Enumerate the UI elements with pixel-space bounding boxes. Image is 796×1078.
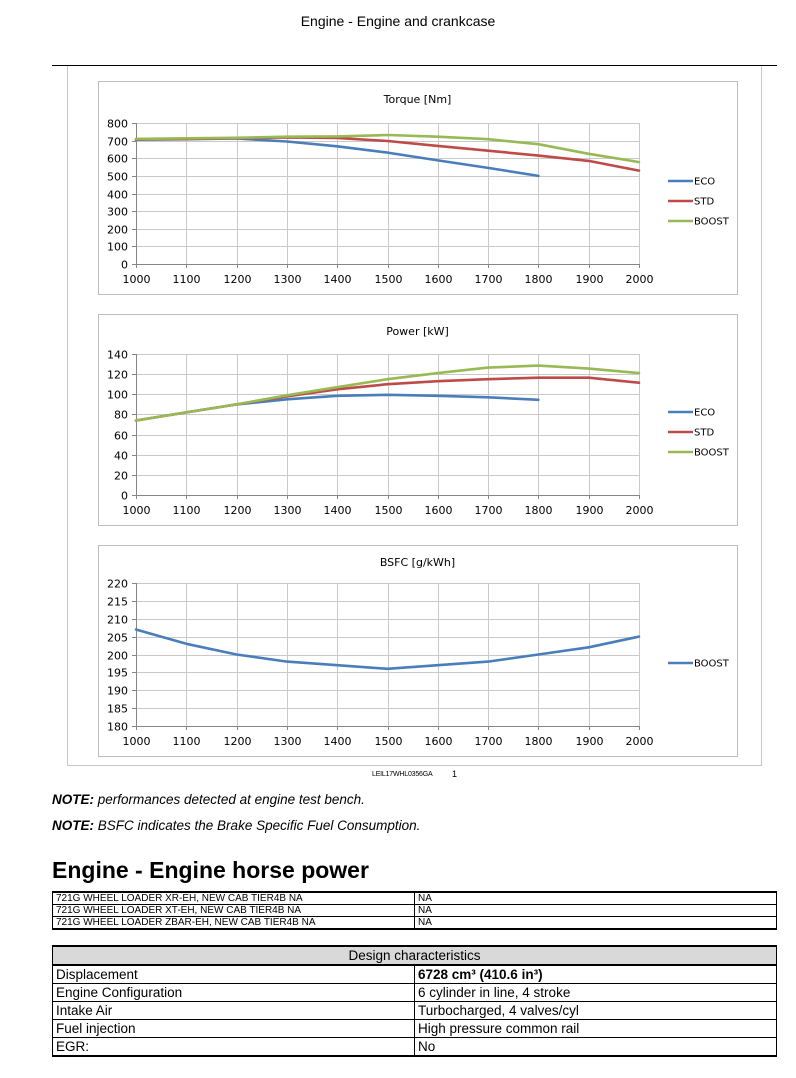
page-header: Engine - Engine and crankcase xyxy=(300,13,496,29)
x-tick-label: 1900 xyxy=(575,273,604,286)
x-tick-label: 1400 xyxy=(323,504,352,517)
y-tick-label: 80 xyxy=(114,408,128,422)
table-row xyxy=(53,917,777,930)
x-tick-label: 1500 xyxy=(374,735,403,748)
y-tick-label: 200 xyxy=(107,649,128,663)
legend-label-eco: ECO xyxy=(694,176,716,188)
y-tick-label: 100 xyxy=(107,388,128,402)
x-tick-label: 1100 xyxy=(172,504,201,517)
x-tick-label: 1300 xyxy=(273,735,302,748)
table-row xyxy=(53,1002,777,1020)
model-value: NA xyxy=(415,892,777,905)
legend-label-std: STD xyxy=(694,196,715,208)
y-tick-label: 500 xyxy=(107,170,128,184)
table-row xyxy=(53,1038,777,1057)
chart-area xyxy=(99,315,738,526)
legend-label-boost: BOOST xyxy=(694,447,729,459)
y-tick-label: 190 xyxy=(107,684,128,698)
x-tick-label: 1900 xyxy=(575,735,604,748)
y-tick-label: 220 xyxy=(107,577,128,591)
x-tick-label: 1200 xyxy=(223,504,252,517)
legend-label-boost: BOOST xyxy=(694,216,729,228)
design-label: Displacement xyxy=(53,965,415,984)
x-tick-label: 1700 xyxy=(474,273,503,286)
x-tick-label: 1500 xyxy=(374,504,403,517)
chart-title: Torque [Nm] xyxy=(383,93,452,106)
design-value: No xyxy=(415,1038,777,1057)
table-header-row xyxy=(53,946,777,965)
x-tick-label: 1700 xyxy=(474,504,503,517)
y-tick-label: 40 xyxy=(114,449,128,463)
y-tick-label: 400 xyxy=(107,188,128,202)
x-tick-label: 1700 xyxy=(474,735,503,748)
table-row xyxy=(53,892,777,905)
design-heading: Design characteristics xyxy=(53,946,777,965)
model-value: NA xyxy=(415,917,777,930)
y-tick-label: 195 xyxy=(107,666,128,680)
legend-label-boost: BOOST xyxy=(694,658,729,670)
model-name: 721G WHEEL LOADER ZBAR-EH, NEW CAB TIER4B NA xyxy=(53,917,415,930)
note-text: performances detected at engine test bench. xyxy=(94,792,365,807)
x-tick-label: 1800 xyxy=(524,504,553,517)
design-value: Turbocharged, 4 valves/cyl xyxy=(415,1002,777,1020)
x-tick-label: 1300 xyxy=(273,273,302,286)
y-tick-label: 185 xyxy=(107,702,128,716)
model-name: 721G WHEEL LOADER XR-EH, NEW CAB TIER4B NA xyxy=(53,892,415,905)
y-tick-label: 200 xyxy=(107,223,128,237)
design-table xyxy=(52,945,777,1057)
table-row xyxy=(53,965,777,984)
model-value: NA xyxy=(415,905,777,917)
y-tick-label: 600 xyxy=(107,152,128,166)
x-tick-label: 1200 xyxy=(223,273,252,286)
x-tick-label: 1400 xyxy=(323,273,352,286)
y-tick-label: 210 xyxy=(107,613,128,627)
design-value: 6728 cm³ (410.6 in³) xyxy=(415,965,777,984)
x-tick-label: 1600 xyxy=(424,504,453,517)
y-tick-label: 0 xyxy=(121,258,128,272)
x-tick-label: 1500 xyxy=(374,273,403,286)
x-tick-label: 1600 xyxy=(424,273,453,286)
x-tick-label: 1100 xyxy=(172,273,201,286)
y-tick-label: 300 xyxy=(107,205,128,219)
design-label: EGR: xyxy=(53,1038,415,1057)
design-label: Intake Air xyxy=(53,1002,415,1020)
y-tick-label: 215 xyxy=(107,595,128,609)
models-table xyxy=(52,891,777,930)
x-tick-label: 1600 xyxy=(424,735,453,748)
table-row xyxy=(53,1020,777,1038)
x-tick-label: 1100 xyxy=(172,735,201,748)
y-tick-label: 140 xyxy=(107,348,128,362)
table-row xyxy=(53,984,777,1002)
x-tick-label: 1300 xyxy=(273,504,302,517)
y-tick-label: 100 xyxy=(107,240,128,254)
design-value: 6 cylinder in line, 4 stroke xyxy=(415,984,777,1002)
y-tick-label: 700 xyxy=(107,135,128,149)
figure-id: LEIL17WHL0356GA xyxy=(372,771,433,778)
section-title: Engine - Engine horse power xyxy=(52,857,369,883)
bsfc-chart xyxy=(98,545,738,757)
legend-label-eco: ECO xyxy=(694,407,716,419)
design-label: Fuel injection xyxy=(53,1020,415,1038)
y-tick-label: 180 xyxy=(107,720,128,734)
x-tick-label: 2000 xyxy=(625,504,654,517)
x-tick-label: 1200 xyxy=(223,735,252,748)
note-2 xyxy=(52,818,420,833)
chart-title: Power [kW] xyxy=(386,325,449,338)
model-name: 721G WHEEL LOADER XT-EH, NEW CAB TIER4B NA xyxy=(53,905,415,917)
y-tick-label: 205 xyxy=(107,631,128,645)
torque-chart xyxy=(98,81,738,295)
x-tick-label: 1000 xyxy=(122,504,151,517)
y-tick-label: 60 xyxy=(114,429,128,443)
note-text: BSFC indicates the Brake Specific Fuel Consumption. xyxy=(94,818,421,833)
design-label: Engine Configuration xyxy=(53,984,415,1002)
y-tick-label: 120 xyxy=(107,368,128,382)
design-value: High pressure common rail xyxy=(415,1020,777,1038)
table-row xyxy=(53,905,777,917)
y-tick-label: 20 xyxy=(114,469,128,483)
power-chart xyxy=(98,314,738,526)
x-tick-label: 1000 xyxy=(122,735,151,748)
x-tick-label: 1800 xyxy=(524,735,553,748)
x-tick-label: 2000 xyxy=(625,273,654,286)
x-tick-label: 2000 xyxy=(625,735,654,748)
legend-label-std: STD xyxy=(694,427,715,439)
x-tick-label: 1000 xyxy=(122,273,151,286)
note-label: NOTE: xyxy=(52,818,94,833)
y-tick-label: 800 xyxy=(107,117,128,131)
chart-area xyxy=(99,546,738,757)
note-label: NOTE: xyxy=(52,792,94,807)
x-tick-label: 1800 xyxy=(524,273,553,286)
x-tick-label: 1900 xyxy=(575,504,604,517)
y-tick-label: 0 xyxy=(121,489,128,503)
x-tick-label: 1400 xyxy=(323,735,352,748)
chart-area xyxy=(99,82,738,295)
chart-title: BSFC [g/kWh] xyxy=(379,556,456,569)
note-1 xyxy=(52,792,365,807)
figure-number: 1 xyxy=(452,769,458,779)
